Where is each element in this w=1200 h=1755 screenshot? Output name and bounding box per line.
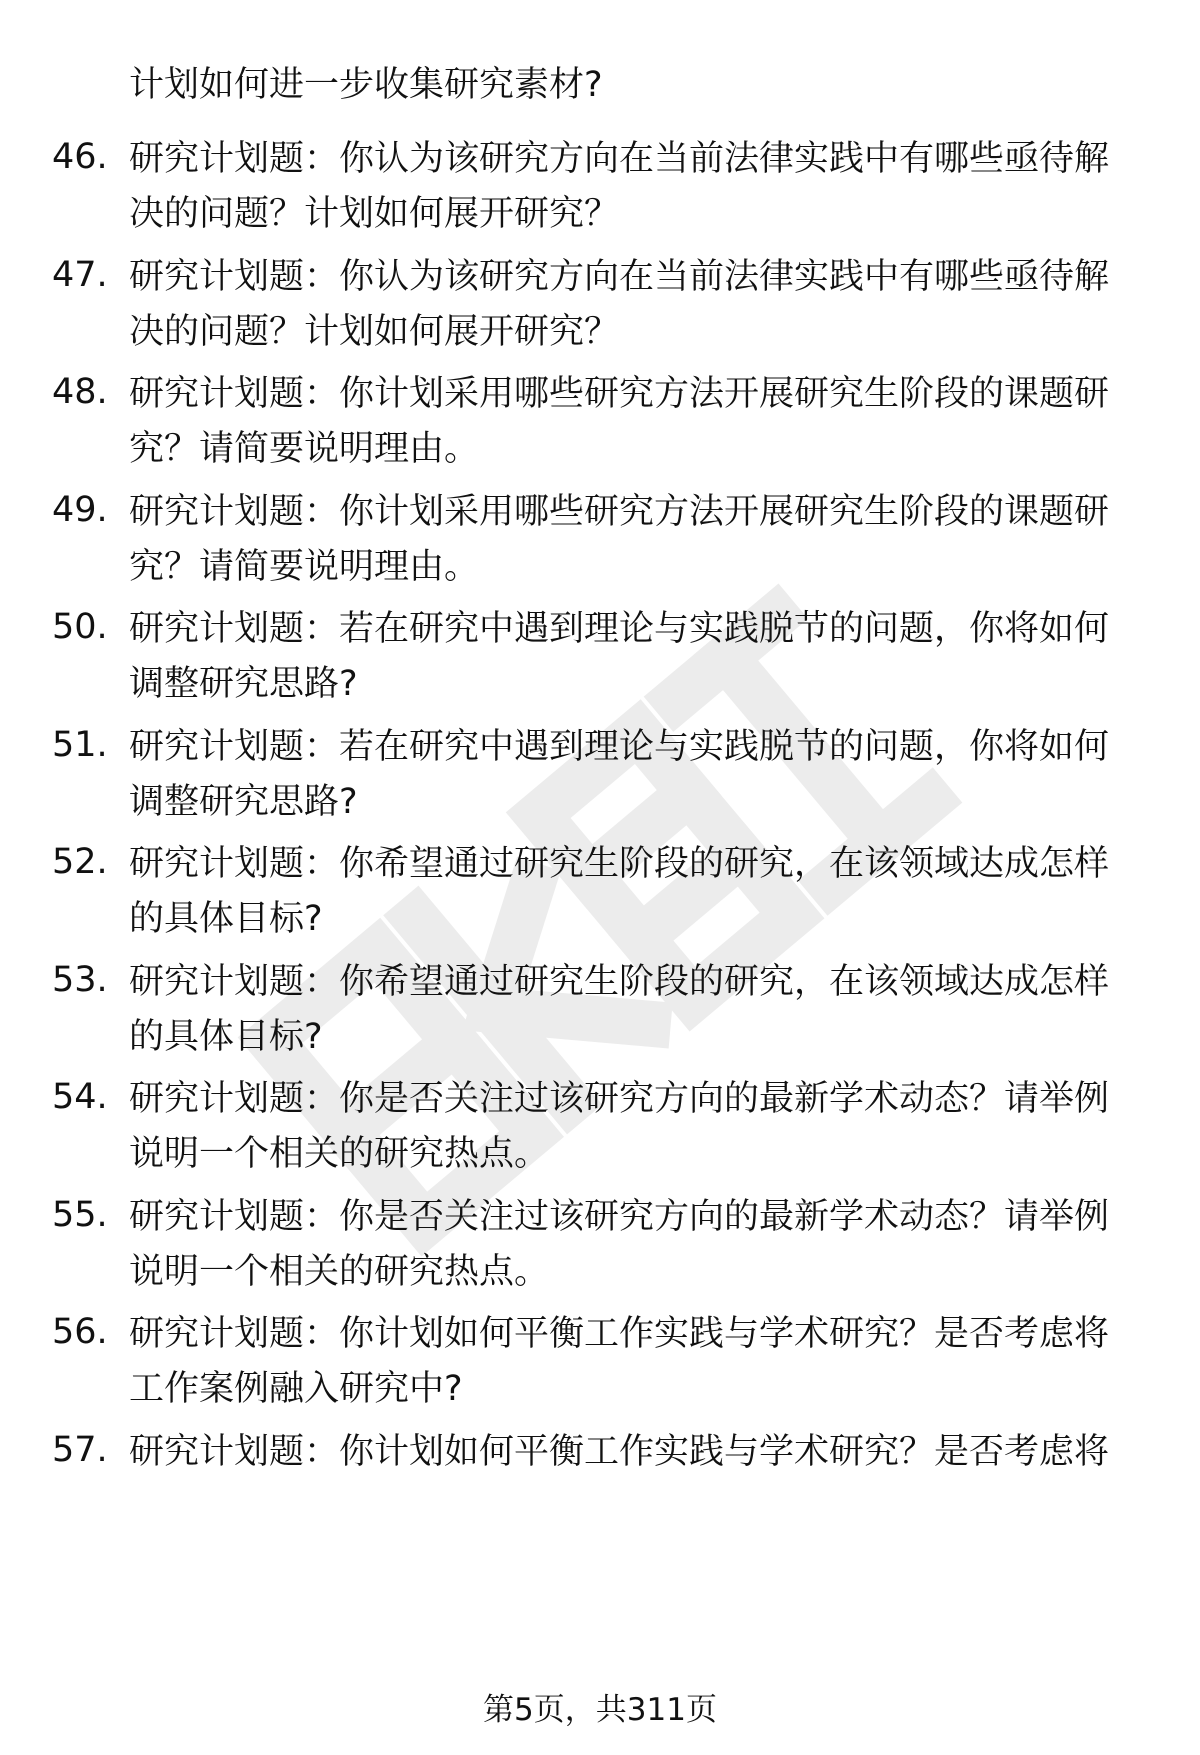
list-item — [0, 1072, 1200, 1182]
list-item — [0, 367, 1200, 477]
list-item — [0, 1425, 1200, 1535]
item-text: 研究计划题：你希望通过研究生阶段的研究，在该领域达成怎样的具体目标? — [129, 962, 1110, 1057]
list-item — [0, 955, 1200, 1065]
item-number: 47. — [52, 255, 108, 295]
list-item — [0, 602, 1200, 712]
item-number: 48. — [52, 372, 108, 412]
list-item — [0, 720, 1200, 830]
list-item — [0, 837, 1200, 947]
list-item — [0, 1190, 1200, 1300]
item-number: 50. — [52, 607, 108, 647]
item-number: 52. — [52, 842, 108, 882]
item-text: 研究计划题：你是否关注过该研究方向的最新学术动态？请举例说明一个相关的研究热点。 — [129, 1079, 1110, 1174]
item-text: 研究计划题：若在研究中遇到理论与实践脱节的问题，你将如何调整研究思路? — [129, 609, 1110, 704]
item-number: 49. — [52, 490, 108, 530]
list-item — [0, 250, 1200, 360]
item-number: 56. — [52, 1312, 108, 1352]
item-number: 55. — [52, 1195, 108, 1235]
item-number: 57. — [52, 1430, 108, 1470]
item-text: 研究计划题：你认为该研究方向在当前法律实践中有哪些亟待解决的问题？计划如何展开研究？ — [129, 257, 1110, 352]
item-number: 53. — [52, 960, 108, 1000]
list-item — [0, 1307, 1200, 1417]
continuation-text: 计划如何进一步收集研究素材? — [129, 65, 603, 105]
item-number: 54. — [52, 1077, 108, 1117]
item-text: 研究计划题：你希望通过研究生阶段的研究，在该领域达成怎样的具体目标? — [129, 844, 1110, 939]
item-text: 研究计划题：你计划如何平衡工作实践与学术研究？是否考虑将工作案例融入研究中? — [129, 1314, 1110, 1409]
item-number: 46. — [52, 137, 108, 177]
page-footer-counter: 第5页，共311页 — [483, 1692, 717, 1728]
item-text: 研究计划题：你计划如何平衡工作实践与学术研究？是否考虑将 — [129, 1432, 1110, 1472]
item-text: 研究计划题：你认为该研究方向在当前法律实践中有哪些亟待解决的问题？计划如何展开研究？ — [129, 139, 1110, 234]
item-text: 研究计划题：你是否关注过该研究方向的最新学术动态？请举例说明一个相关的研究热点。 — [129, 1197, 1110, 1292]
item-number: 51. — [52, 725, 108, 765]
list-item — [0, 132, 1200, 242]
item-text: 研究计划题：你计划采用哪些研究方法开展研究生阶段的课题研究？请简要说明理由。 — [129, 492, 1110, 587]
item-text: 研究计划题：你计划采用哪些研究方法开展研究生阶段的课题研究？请简要说明理由。 — [129, 374, 1110, 469]
list-item — [0, 485, 1200, 595]
item-text: 研究计划题：若在研究中遇到理论与实践脱节的问题，你将如何调整研究思路? — [129, 727, 1110, 822]
